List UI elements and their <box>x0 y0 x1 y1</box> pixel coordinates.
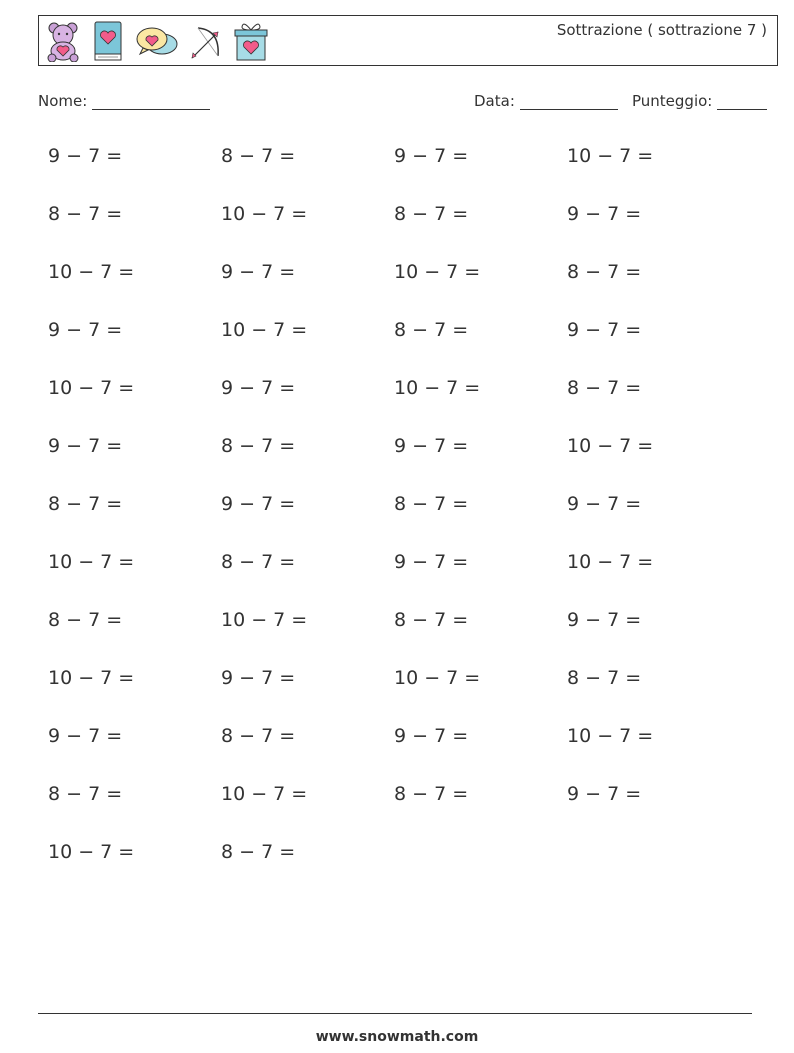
problem: 10 − 7 = <box>567 725 654 747</box>
problem: 9 − 7 = <box>48 145 123 167</box>
worksheet-title: Sottrazione ( sottrazione 7 ) <box>556 21 767 39</box>
problem: 10 − 7 = <box>394 667 481 689</box>
problem: 9 − 7 = <box>48 435 123 457</box>
heart-chat-bubbles-icon <box>135 20 179 62</box>
problem: 10 − 7 = <box>221 319 308 341</box>
problem: 10 − 7 = <box>221 783 308 805</box>
problem: 8 − 7 = <box>567 261 642 283</box>
problem: 9 − 7 = <box>567 609 642 631</box>
problem: 9 − 7 = <box>567 203 642 225</box>
problem: 8 − 7 = <box>221 725 296 747</box>
problem: 8 − 7 = <box>48 783 123 805</box>
problem: 8 − 7 = <box>394 319 469 341</box>
header-icons <box>45 19 269 63</box>
problem: 10 − 7 = <box>394 261 481 283</box>
score-field <box>632 92 767 110</box>
problem: 10 − 7 = <box>48 261 135 283</box>
problem: 9 − 7 = <box>394 725 469 747</box>
problem-row <box>48 551 748 609</box>
problem-row <box>48 319 748 377</box>
problem: 9 − 7 = <box>221 261 296 283</box>
worksheet-header <box>38 15 778 66</box>
problem: 8 − 7 = <box>221 145 296 167</box>
problem: 9 − 7 = <box>221 493 296 515</box>
problem: 9 − 7 = <box>394 551 469 573</box>
date-blank <box>520 93 618 110</box>
problem-row <box>48 203 748 261</box>
problem-row <box>48 667 748 725</box>
name-label: Nome: <box>38 92 88 110</box>
problem: 10 − 7 = <box>48 667 135 689</box>
problem: 10 − 7 = <box>48 551 135 573</box>
heart-gift-box-icon <box>233 20 269 62</box>
problem-row <box>48 145 748 203</box>
bow-and-arrow-icon <box>188 20 224 62</box>
problem: 8 − 7 = <box>221 551 296 573</box>
problem: 8 − 7 = <box>221 841 296 863</box>
problem: 9 − 7 = <box>48 725 123 747</box>
problem: 8 − 7 = <box>394 783 469 805</box>
name-field <box>38 92 210 110</box>
date-field <box>474 92 618 110</box>
problem: 8 − 7 = <box>567 667 642 689</box>
problem: 10 − 7 = <box>221 203 308 225</box>
problem: 8 − 7 = <box>394 609 469 631</box>
problem: 10 − 7 = <box>48 377 135 399</box>
footer-url: www.snowmath.com <box>315 1029 479 1045</box>
name-blank <box>92 93 210 110</box>
problem: 8 − 7 = <box>48 493 123 515</box>
problem: 10 − 7 = <box>567 145 654 167</box>
heart-book-icon <box>90 20 126 62</box>
problem: 9 − 7 = <box>48 319 123 341</box>
problem: 8 − 7 = <box>48 609 123 631</box>
problem: 8 − 7 = <box>221 435 296 457</box>
problem: 8 − 7 = <box>394 493 469 515</box>
problem-row <box>48 435 748 493</box>
problem: 10 − 7 = <box>48 841 135 863</box>
problem: 9 − 7 = <box>221 667 296 689</box>
problem-row <box>48 609 748 667</box>
problem: 8 − 7 = <box>567 377 642 399</box>
footer-divider <box>38 1013 752 1014</box>
problem: 9 − 7 = <box>567 783 642 805</box>
problem: 8 − 7 = <box>48 203 123 225</box>
problem-row <box>48 377 748 435</box>
problem: 9 − 7 = <box>221 377 296 399</box>
score-blank <box>717 93 767 110</box>
problem: 8 − 7 = <box>394 203 469 225</box>
problem: 10 − 7 = <box>567 435 654 457</box>
score-label: Punteggio: <box>632 92 713 110</box>
problem: 9 − 7 = <box>567 493 642 515</box>
problem-row <box>48 725 748 783</box>
problem: 10 − 7 = <box>394 377 481 399</box>
problem-row <box>48 841 748 899</box>
problem: 9 − 7 = <box>394 145 469 167</box>
problem-grid <box>48 145 748 899</box>
problem: 9 − 7 = <box>567 319 642 341</box>
problem-row <box>48 783 748 841</box>
problem-row <box>48 493 748 551</box>
problem: 10 − 7 = <box>567 551 654 573</box>
problem-row <box>48 261 748 319</box>
problem: 10 − 7 = <box>221 609 308 631</box>
date-label: Data: <box>474 92 515 110</box>
teddy-bear-icon <box>45 20 81 62</box>
problem: 9 − 7 = <box>394 435 469 457</box>
